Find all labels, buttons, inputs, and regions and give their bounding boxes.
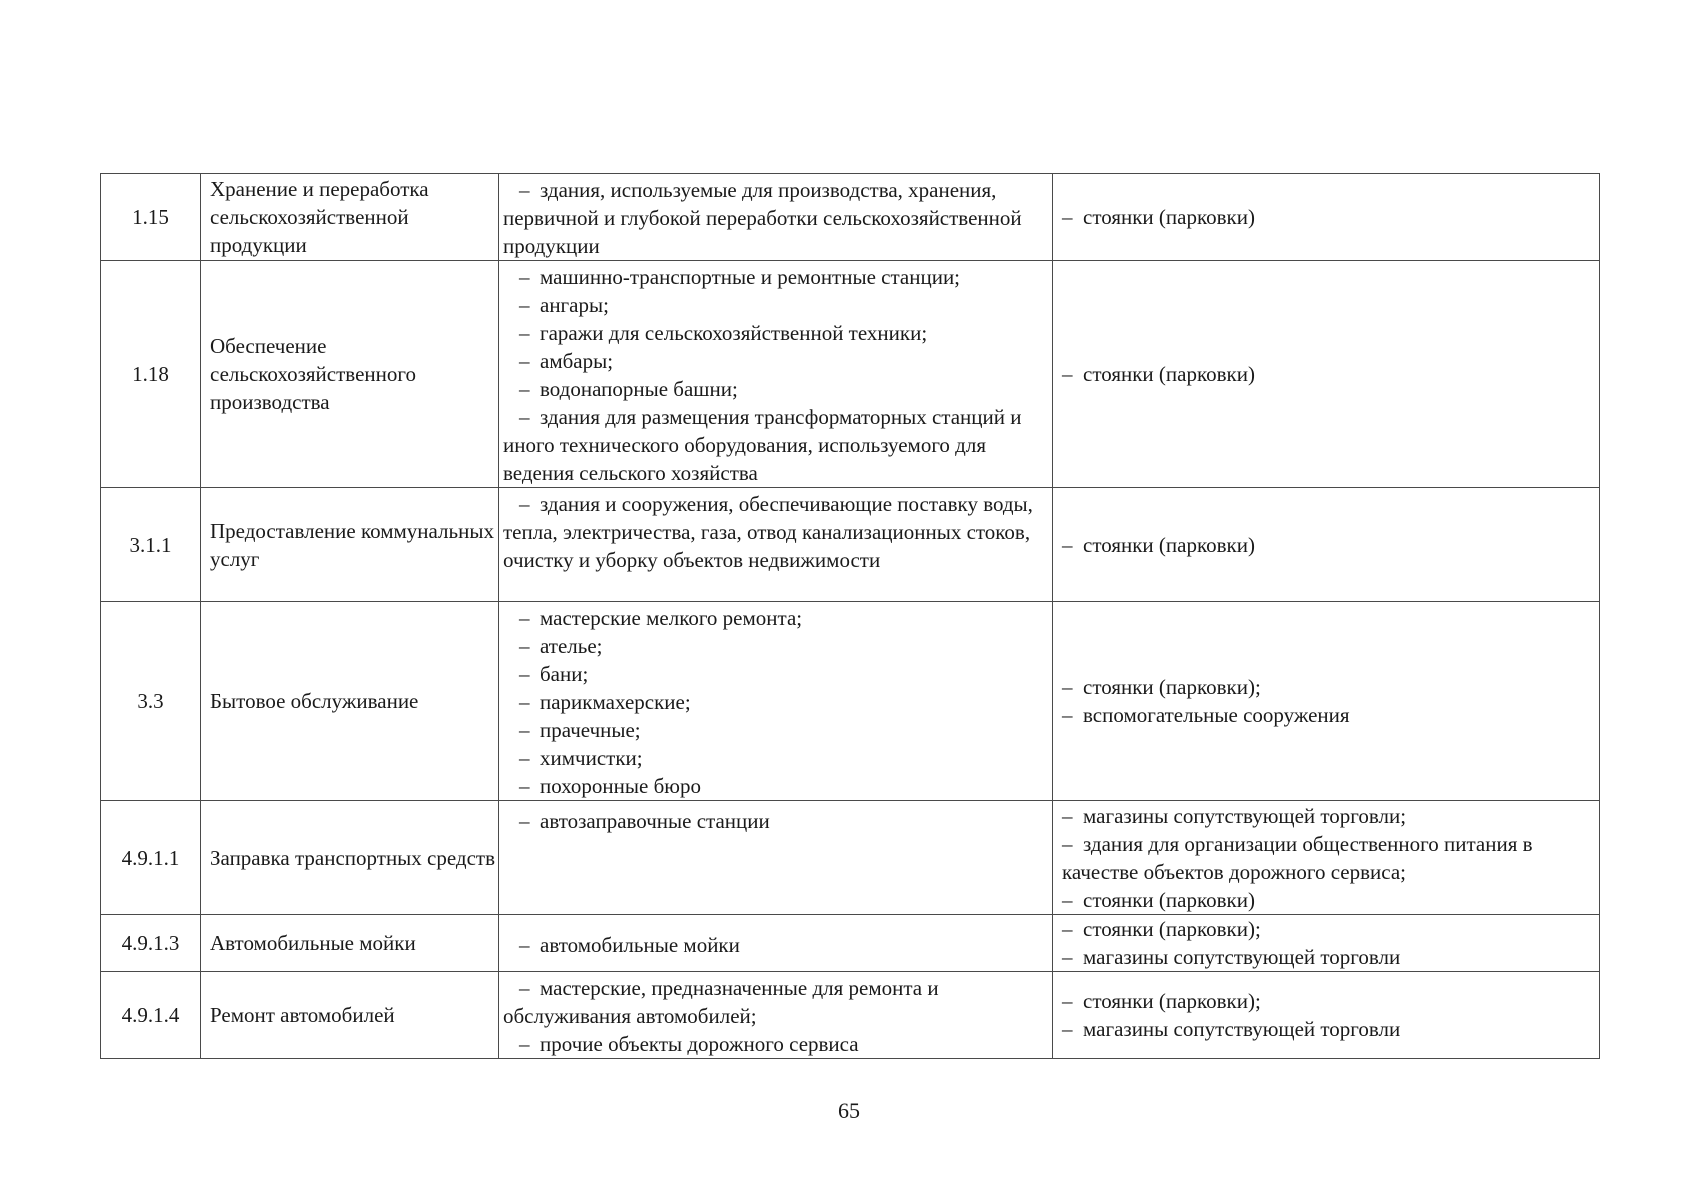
aux-use-text: стоянки (парковки) (1083, 532, 1255, 557)
row-auxiliary-uses (1053, 174, 1600, 261)
main-use-text: прачечные; (540, 718, 641, 742)
main-use-text: ателье; (540, 634, 603, 658)
row-use-name: Обеспечение сельскохозяйственного производства (201, 261, 499, 488)
table-body (101, 174, 1600, 1059)
main-use-item: – здания и сооружения, обеспечивающие поставку воды, тепла, электричества, газа, отвод канализационных стоков, очистку и уборку объектов недвижимости (503, 492, 1033, 572)
main-use-item: – бани; (519, 662, 589, 686)
row-code: 3.1.1 (101, 488, 201, 602)
aux-use-item: – магазины сопутствующей торговли (1062, 1017, 1401, 1041)
main-use-item: – автомобильные мойки (519, 933, 740, 957)
row-use-name: Хранение и переработка сельскохозяйственной продукции (201, 174, 499, 261)
main-use-text: бани; (540, 662, 589, 686)
main-use-item: – машинно-транспортные и ремонтные станции; (519, 265, 961, 289)
table-row (101, 488, 1600, 602)
row-main-uses (499, 261, 1053, 488)
land-use-table (100, 173, 1600, 1059)
aux-use-item: – стоянки (парковки); (1062, 917, 1261, 941)
main-use-item: – ангары; (519, 293, 609, 317)
main-use-item: – гаражи для сельскохозяйственной техники; (519, 321, 928, 345)
aux-use-item: – стоянки (парковки); (1062, 675, 1261, 699)
row-code: 3.3 (101, 602, 201, 801)
main-use-text: ангары; (540, 293, 609, 317)
row-use-name: Автомобильные мойки (201, 915, 499, 972)
main-use-text: гаражи для сельскохозяйственной техники; (540, 321, 928, 345)
aux-use-item: – магазины сопутствующей торговли (1062, 945, 1401, 969)
main-use-text: машинно-транспортные и ремонтные станции; (540, 265, 961, 289)
main-use-text: здания и сооружения, обеспечивающие поставку воды, тепла, электричества, газа, отвод канализационных стоков, очистку и уборку объектов недвижимости (503, 492, 1033, 572)
main-use-text: химчистки; (540, 746, 643, 770)
main-use-text: похоронные бюро (540, 774, 701, 798)
aux-use-text: магазины сопутствующей торговли (1083, 1017, 1401, 1041)
row-code: 4.9.1.4 (101, 972, 201, 1059)
aux-use-text: стоянки (парковки); (1083, 917, 1261, 941)
main-use-text: автомобильные мойки (540, 933, 740, 957)
main-use-text: амбары; (540, 349, 614, 373)
table-row (101, 801, 1600, 915)
row-use-name: Заправка транспортных средств (201, 801, 499, 915)
table-row (101, 972, 1600, 1059)
table-row (101, 174, 1600, 261)
main-use-text: здания, используемые для производства, хранения, первичной и глубокой переработки сельскохозяйственной продукции (503, 178, 1022, 258)
main-use-item: – здания, используемые для производства, хранения, первичной и глубокой переработки сельскохозяйственной продукции (503, 178, 1022, 258)
main-use-item: – водонапорные башни; (519, 377, 738, 401)
aux-use-item: – здания для организации общественного питания в качестве объектов дорожного сервиса; (1062, 831, 1533, 884)
row-auxiliary-uses (1053, 801, 1600, 915)
aux-use-text: стоянки (парковки) (1083, 205, 1255, 229)
row-main-uses (499, 488, 1053, 602)
main-use-item: – химчистки; (519, 746, 643, 770)
main-use-item: – похоронные бюро (519, 774, 701, 798)
main-use-text: прочие объекты дорожного сервиса (540, 1032, 859, 1056)
main-use-text: автозаправочные станции (540, 809, 770, 833)
main-use-item: – прачечные; (519, 718, 641, 742)
table-row (101, 261, 1600, 488)
row-use-name: Ремонт автомобилей (201, 972, 499, 1059)
row-auxiliary-uses (1053, 261, 1600, 488)
main-use-text: водонапорные башни; (540, 377, 738, 401)
row-main-uses (499, 174, 1053, 261)
aux-use-item: – стоянки (парковки) (1062, 532, 1255, 557)
row-auxiliary-uses (1053, 972, 1600, 1059)
main-use-item: – здания для размещения трансформаторных станций и иного технического оборудования, используемого для ведения сельского хозяйства (503, 405, 1022, 485)
row-code: 4.9.1.1 (101, 801, 201, 915)
main-use-item: – автозаправочные станции (519, 809, 770, 833)
main-use-item: – мастерские мелкого ремонта; (519, 606, 803, 630)
main-use-text: парикмахерские; (540, 690, 691, 714)
main-use-item: – мастерские, предназначенные для ремонта и обслуживания автомобилей; (503, 976, 939, 1028)
main-use-text: здания для размещения трансформаторных станций и иного технического оборудования, используемого для ведения сельского хозяйства (503, 405, 1022, 485)
table-row (101, 915, 1600, 972)
main-use-item: – парикмахерские; (519, 690, 691, 714)
main-use-item: – амбары; (519, 349, 614, 373)
main-use-item: – прочие объекты дорожного сервиса (519, 1032, 859, 1056)
row-main-uses (499, 972, 1053, 1059)
row-use-name: Бытовое обслуживание (201, 602, 499, 801)
aux-use-text: магазины сопутствующей торговли; (1083, 803, 1407, 828)
row-code: 1.18 (101, 261, 201, 488)
aux-use-item: – магазины сопутствующей торговли; (1062, 803, 1407, 828)
page-number: 65 (838, 1098, 860, 1123)
row-use-name: Предоставление коммунальных услуг (201, 488, 499, 602)
aux-use-text: стоянки (парковки); (1083, 675, 1261, 699)
aux-use-text: стоянки (парковки) (1083, 362, 1255, 386)
aux-use-text: стоянки (парковки); (1083, 989, 1261, 1013)
aux-use-item: – стоянки (парковки) (1062, 362, 1255, 386)
row-code: 1.15 (101, 174, 201, 261)
table-row (101, 602, 1600, 801)
row-auxiliary-uses (1053, 488, 1600, 602)
aux-use-text: магазины сопутствующей торговли (1083, 945, 1401, 969)
main-use-text: мастерские, предназначенные для ремонта и обслуживания автомобилей; (503, 976, 939, 1028)
row-main-uses (499, 801, 1053, 915)
aux-use-item: – стоянки (парковки) (1062, 887, 1255, 912)
main-use-item: – ателье; (519, 634, 603, 658)
row-code: 4.9.1.3 (101, 915, 201, 972)
row-main-uses (499, 915, 1053, 972)
aux-use-text: стоянки (парковки) (1083, 887, 1255, 912)
row-auxiliary-uses (1053, 602, 1600, 801)
aux-use-text: вспомогательные сооружения (1083, 703, 1350, 727)
aux-use-item: – стоянки (парковки) (1062, 205, 1255, 229)
row-auxiliary-uses (1053, 915, 1600, 972)
main-use-text: мастерские мелкого ремонта; (540, 606, 803, 630)
aux-use-item: – стоянки (парковки); (1062, 989, 1261, 1013)
row-main-uses (499, 602, 1053, 801)
aux-use-text: здания для организации общественного питания в качестве объектов дорожного сервиса; (1062, 831, 1533, 884)
aux-use-item: – вспомогательные сооружения (1062, 703, 1350, 727)
